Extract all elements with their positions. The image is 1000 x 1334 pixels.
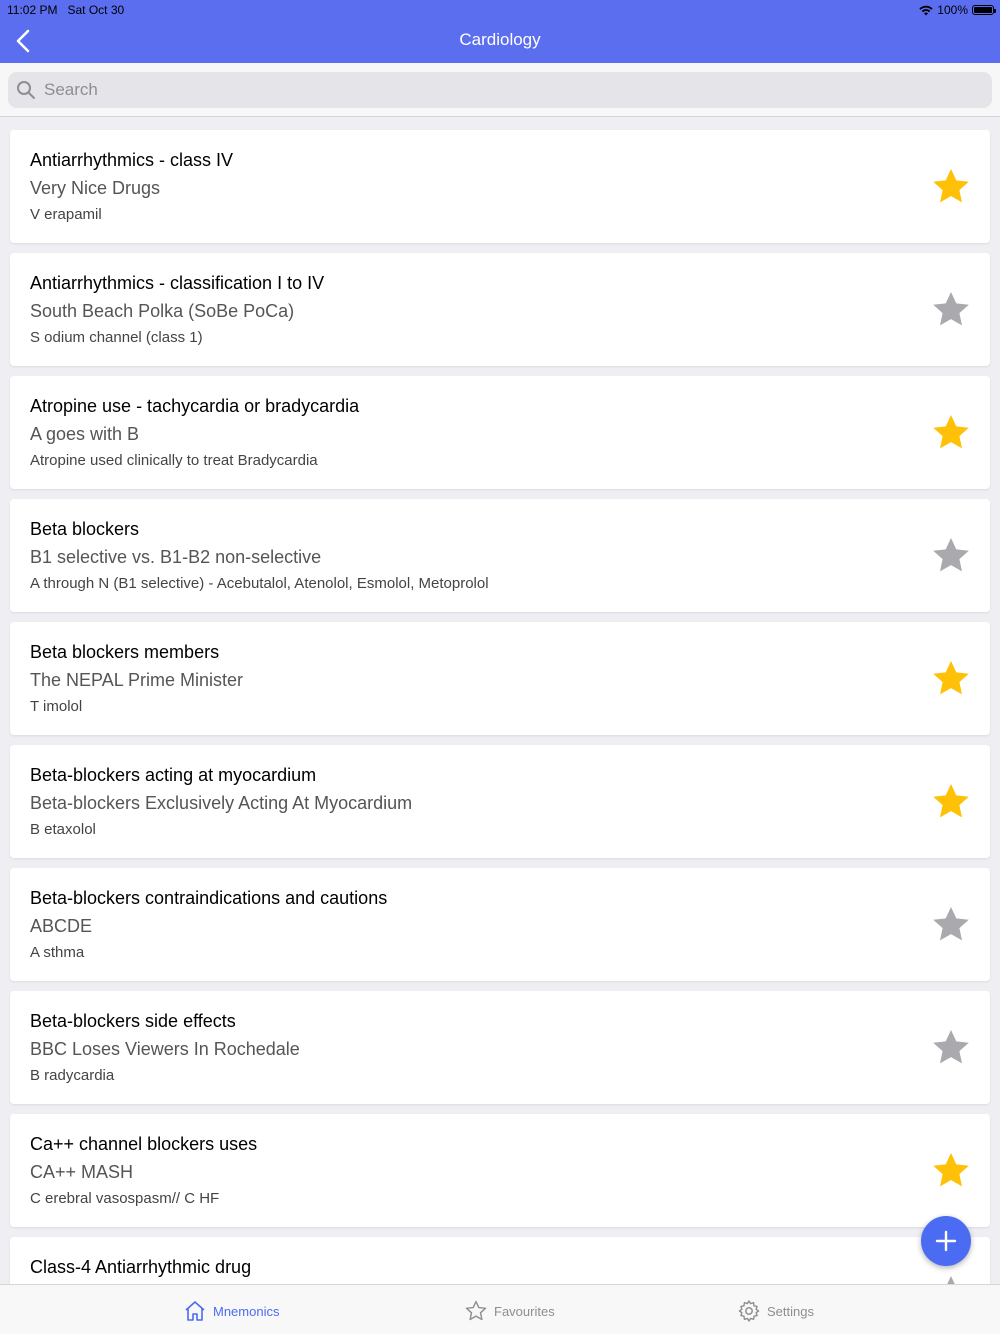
page-title: Cardiology: [459, 30, 541, 49]
battery-icon: [972, 5, 994, 15]
star-icon[interactable]: [930, 1274, 972, 1284]
star-filled-icon[interactable]: [930, 413, 972, 453]
item-detail: T imolol: [30, 698, 83, 715]
item-title: Ca++ channel blockers uses: [30, 1134, 258, 1154]
list-item[interactable]: [10, 745, 990, 858]
tab-mnemonics[interactable]: [183, 1299, 279, 1323]
item-title: Antiarrhythmics - class IV: [30, 150, 234, 170]
item-mnemonic: Very Nice Drugs: [30, 178, 161, 198]
tab-bar: [0, 1284, 1000, 1334]
star-outline-icon: [464, 1299, 488, 1323]
plus-icon: [935, 1230, 957, 1252]
item-detail: S odium channel (class 1): [30, 329, 203, 346]
navigation-bar: [0, 0, 1000, 63]
status-time-text: 11:02 PM: [7, 3, 58, 17]
item-title: Atropine use - tachycardia or bradycardia: [30, 396, 360, 416]
item-title: Beta blockers members: [30, 642, 220, 662]
item-detail: B radycardia: [30, 1067, 115, 1084]
star-icon[interactable]: [930, 290, 972, 330]
item-mnemonic: B1 selective vs. B1-B2 non-selective: [30, 547, 322, 567]
item-title: Beta-blockers side effects: [30, 1011, 236, 1031]
home-icon: [183, 1299, 207, 1323]
star-icon[interactable]: [930, 905, 972, 945]
item-detail: Atropine used clinically to treat Bradycardia: [30, 452, 318, 469]
star-filled-icon[interactable]: [930, 167, 972, 207]
tab-settings[interactable]: [737, 1299, 814, 1323]
item-detail: B etaxolol: [30, 821, 96, 838]
search-input[interactable]: [8, 72, 992, 108]
gear-icon: [737, 1299, 761, 1323]
mnemonic-list[interactable]: [0, 128, 1000, 1284]
status-date: Sat Oct 30: [67, 3, 125, 17]
item-detail: A through N (B1 selective) - Acebutalol, Atenolol, Esmolol, Metoprolol: [30, 575, 489, 592]
star-icon[interactable]: [930, 536, 972, 576]
item-mnemonic: CA++ MASH: [30, 1162, 134, 1182]
item-title: Antiarrhythmics - classification I to IV: [30, 273, 325, 293]
item-mnemonic: South Beach Polka (SoBe PoCa): [30, 301, 295, 321]
list-item[interactable]: [10, 622, 990, 735]
item-title: Beta-blockers contraindications and cautions: [30, 888, 388, 908]
item-title: Beta blockers: [30, 519, 140, 539]
status-indicators: [919, 3, 994, 17]
item-title: Class-4 Antiarrhythmic drug: [30, 1257, 252, 1277]
tab-favourites[interactable]: [464, 1299, 555, 1323]
list-item[interactable]: [10, 130, 990, 243]
star-filled-icon[interactable]: [930, 782, 972, 822]
wifi-icon: [919, 5, 933, 16]
status-time: [7, 3, 124, 17]
list-item[interactable]: [10, 253, 990, 366]
item-mnemonic: A goes with B: [30, 424, 140, 444]
add-mnemonic-button[interactable]: [921, 1216, 971, 1266]
star-icon[interactable]: [930, 1028, 972, 1068]
tab-label-favourites: Favourites: [494, 1303, 555, 1319]
item-mnemonic: Beta-blockers Exclusively Acting At Myocardium: [30, 793, 413, 813]
star-filled-icon[interactable]: [930, 1151, 972, 1191]
star-filled-icon[interactable]: [930, 659, 972, 699]
item-mnemonic: ABCDE: [30, 916, 93, 936]
list-item[interactable]: [10, 376, 990, 489]
item-mnemonic: BBC Loses Viewers In Rochedale: [30, 1039, 300, 1059]
item-detail: A sthma: [30, 944, 85, 961]
tab-label-mnemonics: Mnemonics: [213, 1303, 280, 1319]
item-title: Beta-blockers acting at myocardium: [30, 765, 317, 785]
list-item[interactable]: [10, 1114, 990, 1227]
battery-percent: 100%: [937, 3, 968, 17]
list-item[interactable]: [10, 499, 990, 612]
item-detail: C erebral vasospasm// C HF: [30, 1190, 220, 1207]
search-placeholder: Search: [44, 80, 98, 99]
search-bar-container: [0, 63, 1000, 117]
item-mnemonic: The NEPAL Prime Minister: [30, 670, 244, 690]
item-detail: V erapamil: [30, 206, 102, 223]
search-icon: [16, 80, 36, 100]
list-item[interactable]: [10, 868, 990, 981]
tab-label-settings: Settings: [767, 1303, 814, 1319]
list-item[interactable]: [10, 991, 990, 1104]
list-item[interactable]: [10, 1237, 990, 1284]
